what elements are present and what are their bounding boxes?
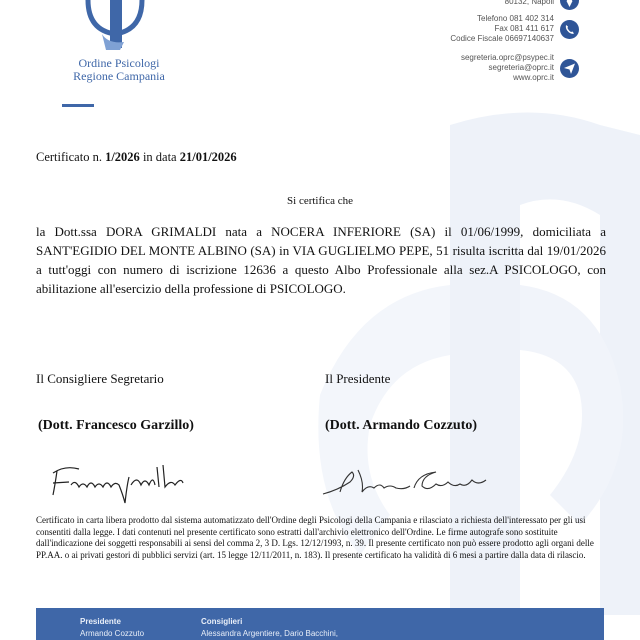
pec-email-link[interactable]: segreteria.oprc@psypec.it — [460, 53, 554, 62]
phone-block — [450, 14, 554, 44]
certificate-body: la Dott.ssa DORA GRIMALDI nata a NOCERA INFERIORE (SA) il 01/06/1999, domiciliata a SANT'EGIDIO DEL MONTE ALBINO (SA) in VIA GUGLIELMO PEPE, 51 risulta iscritta dal 19/01/2026 a tutt'oggi con numero di iscrizione 12636 a questo Albo Professionale alla sez.A PSICOLOGO, con abilitazione all'esercizio della professione di PSICOLOGO. — [36, 224, 606, 296]
president-value: Armando Cozzuto — [80, 629, 145, 638]
fiscal-code-line: Codice Fiscale 06697140637 — [450, 34, 554, 43]
psi-logo-icon — [80, 0, 150, 50]
address-block — [505, 0, 554, 7]
phone-line: Telefono 081 402 314 — [477, 14, 554, 23]
website-link[interactable]: www.oprc.it — [513, 73, 554, 82]
secretary-name: (Dott. Francesco Garzillo) — [38, 418, 194, 433]
org-name-line1: Ordine Psicologi — [78, 56, 160, 70]
fax-line: Fax 081 411 617 — [494, 24, 554, 33]
council-value: Alessandra Argentiere, Dario Bacchini, — [201, 629, 338, 638]
president-name: (Dott. Armando Cozzuto) — [325, 418, 478, 433]
send-icon — [560, 59, 579, 78]
secretary-signature — [45, 455, 195, 510]
email-block — [461, 53, 554, 83]
certificate-prefix: Certificato n. — [36, 150, 106, 164]
logo-underline — [62, 104, 94, 107]
certificate-number: 1/2026 — [105, 150, 140, 164]
certificate-number-line — [36, 150, 237, 165]
date-label: in data — [139, 150, 180, 164]
address-line: 80132, Napoli — [504, 0, 554, 6]
footer-banner — [36, 608, 604, 640]
certification-intro: Si certifica che — [287, 195, 353, 207]
legal-footnote: Certificato in carta libera prodotto dal sistema automatizzato dell'Ordine degli Psicologi della Campania e rilasciato a richiesta dell'interessato per gli usi consentiti dalla legge. I dati contenuti nel presente certificato sono estratti dall'archivio elettronico dell'Ordine. Le firme autografe sono sostituite dall'indicazione dei soggetti responsabili ai sensi del comma 2, 3 D. Lgs. 12/12/1993, n. 39. Il presente certificato non può essere prodotto agli organi delle PP.AA. o ai privati gestori di pubblici servizi (art. 15 legge 12/11/2011, n. 183). Il presente certificato ha validità di 6 mesi a partire dalla data di rilascio. — [36, 515, 594, 560]
email-link[interactable]: segreteria@oprc.it — [488, 63, 554, 72]
certificate-date: 21/01/2026 — [179, 150, 237, 164]
location-icon — [560, 0, 579, 10]
president-signature — [318, 462, 493, 502]
organization-name — [44, 57, 194, 83]
president-title: Il Presidente — [325, 371, 391, 386]
secretary-title: Il Consigliere Segretario — [36, 371, 164, 386]
council-label: Consiglieri — [201, 617, 243, 626]
president-label: Presidente — [80, 617, 121, 626]
org-name-line2: Regione Campania — [73, 69, 165, 83]
phone-icon — [560, 20, 579, 39]
